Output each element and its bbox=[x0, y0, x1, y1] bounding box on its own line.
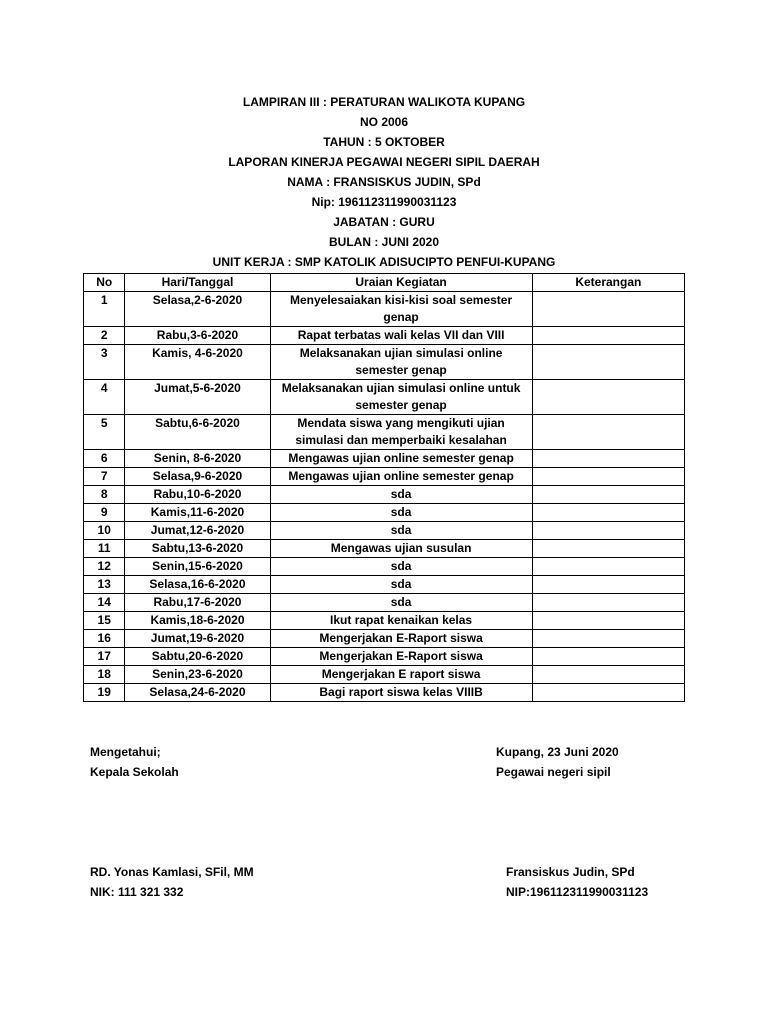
employee-position: Pegawai negeri sipil bbox=[496, 765, 611, 779]
row-number: 7 bbox=[84, 468, 125, 486]
signature-right-name-block bbox=[506, 862, 648, 902]
table-row bbox=[84, 468, 685, 486]
row-number: 6 bbox=[84, 450, 125, 468]
row-activity: sda bbox=[270, 522, 532, 540]
row-day: Rabu,17-6-2020 bbox=[125, 594, 270, 612]
row-note bbox=[532, 327, 684, 345]
row-note bbox=[532, 522, 684, 540]
employee-name: Fransiskus Judin, SPd bbox=[506, 865, 635, 879]
row-activity: sda bbox=[270, 486, 532, 504]
report-header bbox=[0, 92, 768, 272]
row-note bbox=[532, 612, 684, 630]
row-number: 17 bbox=[84, 648, 125, 666]
table-row bbox=[84, 540, 685, 558]
row-day: Jumat,19-6-2020 bbox=[125, 630, 270, 648]
row-note bbox=[532, 594, 684, 612]
table-body bbox=[84, 292, 685, 702]
row-note bbox=[532, 684, 684, 702]
row-activity: sda bbox=[270, 504, 532, 522]
row-day: Jumat,12-6-2020 bbox=[125, 522, 270, 540]
table-row bbox=[84, 504, 685, 522]
row-number: 9 bbox=[84, 504, 125, 522]
row-activity: Bagi raport siswa kelas VIIIB bbox=[270, 684, 532, 702]
row-note bbox=[532, 648, 684, 666]
row-activity: Mengawas ujian susulan bbox=[270, 540, 532, 558]
row-activity: Mengerjakan E raport siswa bbox=[270, 666, 532, 684]
table-row bbox=[84, 450, 685, 468]
table-row bbox=[84, 522, 685, 540]
header-number: NO 2006 bbox=[359, 115, 409, 129]
row-note bbox=[532, 558, 684, 576]
header-name: NAMA : FRANSISKUS JUDIN, SPd bbox=[287, 175, 481, 189]
row-activity: Melaksanakan ujian simulasi online semester genap bbox=[270, 345, 532, 380]
table-row bbox=[84, 630, 685, 648]
row-number: 18 bbox=[84, 666, 125, 684]
table-row bbox=[84, 612, 685, 630]
signature-left-name-block bbox=[90, 862, 254, 902]
table-row bbox=[84, 558, 685, 576]
row-day: Sabtu,20-6-2020 bbox=[125, 648, 270, 666]
row-note bbox=[532, 576, 684, 594]
header-work-unit: UNIT KERJA : SMP KATOLIK ADISUCIPTO PENFUI-KUPANG bbox=[212, 255, 556, 269]
header-position: JABATAN : GURU bbox=[333, 215, 435, 229]
principal-position: Kepala Sekolah bbox=[90, 765, 179, 779]
row-day: Selasa,2-6-2020 bbox=[125, 292, 270, 327]
row-activity: Mengawas ujian online semester genap bbox=[270, 468, 532, 486]
row-note bbox=[532, 468, 684, 486]
row-number: 12 bbox=[84, 558, 125, 576]
employee-nip: NIP:196112311990031123 bbox=[506, 885, 649, 899]
row-day: Sabtu,6-6-2020 bbox=[125, 415, 270, 450]
activity-table bbox=[83, 273, 685, 702]
row-number: 1 bbox=[84, 292, 125, 327]
row-day: Senin, 8-6-2020 bbox=[125, 450, 270, 468]
row-day: Kamis,18-6-2020 bbox=[125, 612, 270, 630]
row-number: 13 bbox=[84, 576, 125, 594]
table-row bbox=[84, 666, 685, 684]
row-note bbox=[532, 380, 684, 415]
row-number: 16 bbox=[84, 630, 125, 648]
row-activity: Ikut rapat kenaikan kelas bbox=[270, 612, 532, 630]
row-activity: Mengerjakan E-Raport siswa bbox=[270, 630, 532, 648]
row-day: Rabu,10-6-2020 bbox=[125, 486, 270, 504]
row-number: 15 bbox=[84, 612, 125, 630]
row-activity: Melaksanakan ujian simulasi online untuk semester genap bbox=[270, 380, 532, 415]
row-number: 4 bbox=[84, 380, 125, 415]
table-row bbox=[84, 486, 685, 504]
row-day: Senin,15-6-2020 bbox=[125, 558, 270, 576]
row-number: 3 bbox=[84, 345, 125, 380]
column-header-note: Keterangan bbox=[532, 274, 684, 292]
header-nip: Nip: 196112311990031123 bbox=[311, 195, 457, 209]
row-note bbox=[532, 540, 684, 558]
column-header-day: Hari/Tanggal bbox=[125, 274, 270, 292]
row-note bbox=[532, 345, 684, 380]
row-day: Selasa,9-6-2020 bbox=[125, 468, 270, 486]
row-activity: Mengerjakan E-Raport siswa bbox=[270, 648, 532, 666]
row-activity: sda bbox=[270, 594, 532, 612]
row-number: 19 bbox=[84, 684, 125, 702]
acknowledge-label: Mengetahui; bbox=[90, 745, 161, 759]
row-day: Kamis, 4-6-2020 bbox=[125, 345, 270, 380]
table-row bbox=[84, 576, 685, 594]
row-note bbox=[532, 450, 684, 468]
row-note bbox=[532, 504, 684, 522]
header-report-title: LAPORAN KINERJA PEGAWAI NEGERI SIPIL DAERAH bbox=[228, 155, 540, 169]
row-note bbox=[532, 292, 684, 327]
header-month: BULAN : JUNI 2020 bbox=[328, 235, 440, 249]
table-row bbox=[84, 648, 685, 666]
place-date: Kupang, 23 Juni 2020 bbox=[496, 745, 619, 759]
row-number: 5 bbox=[84, 415, 125, 450]
row-note bbox=[532, 630, 684, 648]
row-note bbox=[532, 666, 684, 684]
row-day: Sabtu,13-6-2020 bbox=[125, 540, 270, 558]
table-row bbox=[84, 292, 685, 327]
column-header-no: No bbox=[84, 274, 125, 292]
row-number: 11 bbox=[84, 540, 125, 558]
signature-right-heading bbox=[496, 742, 619, 782]
table-row bbox=[84, 380, 685, 415]
row-number: 10 bbox=[84, 522, 125, 540]
row-number: 2 bbox=[84, 327, 125, 345]
row-day: Senin,23-6-2020 bbox=[125, 666, 270, 684]
row-day: Rabu,3-6-2020 bbox=[125, 327, 270, 345]
table-row bbox=[84, 345, 685, 380]
row-activity: Mengawas ujian online semester genap bbox=[270, 450, 532, 468]
row-number: 8 bbox=[84, 486, 125, 504]
column-header-activity: Uraian Kegiatan bbox=[270, 274, 532, 292]
table-row bbox=[84, 684, 685, 702]
row-activity: sda bbox=[270, 558, 532, 576]
principal-nik: NIK: 111 321 332 bbox=[90, 885, 184, 899]
row-note bbox=[532, 415, 684, 450]
row-activity: sda bbox=[270, 576, 532, 594]
table-row bbox=[84, 327, 685, 345]
row-number: 14 bbox=[84, 594, 125, 612]
row-activity: Menyelesaiakan kisi-kisi soal semester genap bbox=[270, 292, 532, 327]
row-day: Jumat,5-6-2020 bbox=[125, 380, 270, 415]
signature-left-heading bbox=[90, 742, 179, 782]
row-activity: Mendata siswa yang mengikuti ujian simulasi dan memperbaiki kesalahan bbox=[270, 415, 532, 450]
header-regulation: LAMPIRAN III : PERATURAN WALIKOTA KUPANG bbox=[242, 95, 526, 109]
table-header-row bbox=[84, 274, 685, 292]
table-row bbox=[84, 594, 685, 612]
row-day: Selasa,16-6-2020 bbox=[125, 576, 270, 594]
row-note bbox=[532, 486, 684, 504]
row-day: Kamis,11-6-2020 bbox=[125, 504, 270, 522]
header-year: TAHUN : 5 OKTOBER bbox=[323, 135, 445, 149]
principal-name: RD. Yonas Kamlasi, SFil, MM bbox=[90, 865, 254, 879]
row-day: Selasa,24-6-2020 bbox=[125, 684, 270, 702]
row-activity: Rapat terbatas wali kelas VII dan VIII bbox=[270, 327, 532, 345]
table-row bbox=[84, 415, 685, 450]
